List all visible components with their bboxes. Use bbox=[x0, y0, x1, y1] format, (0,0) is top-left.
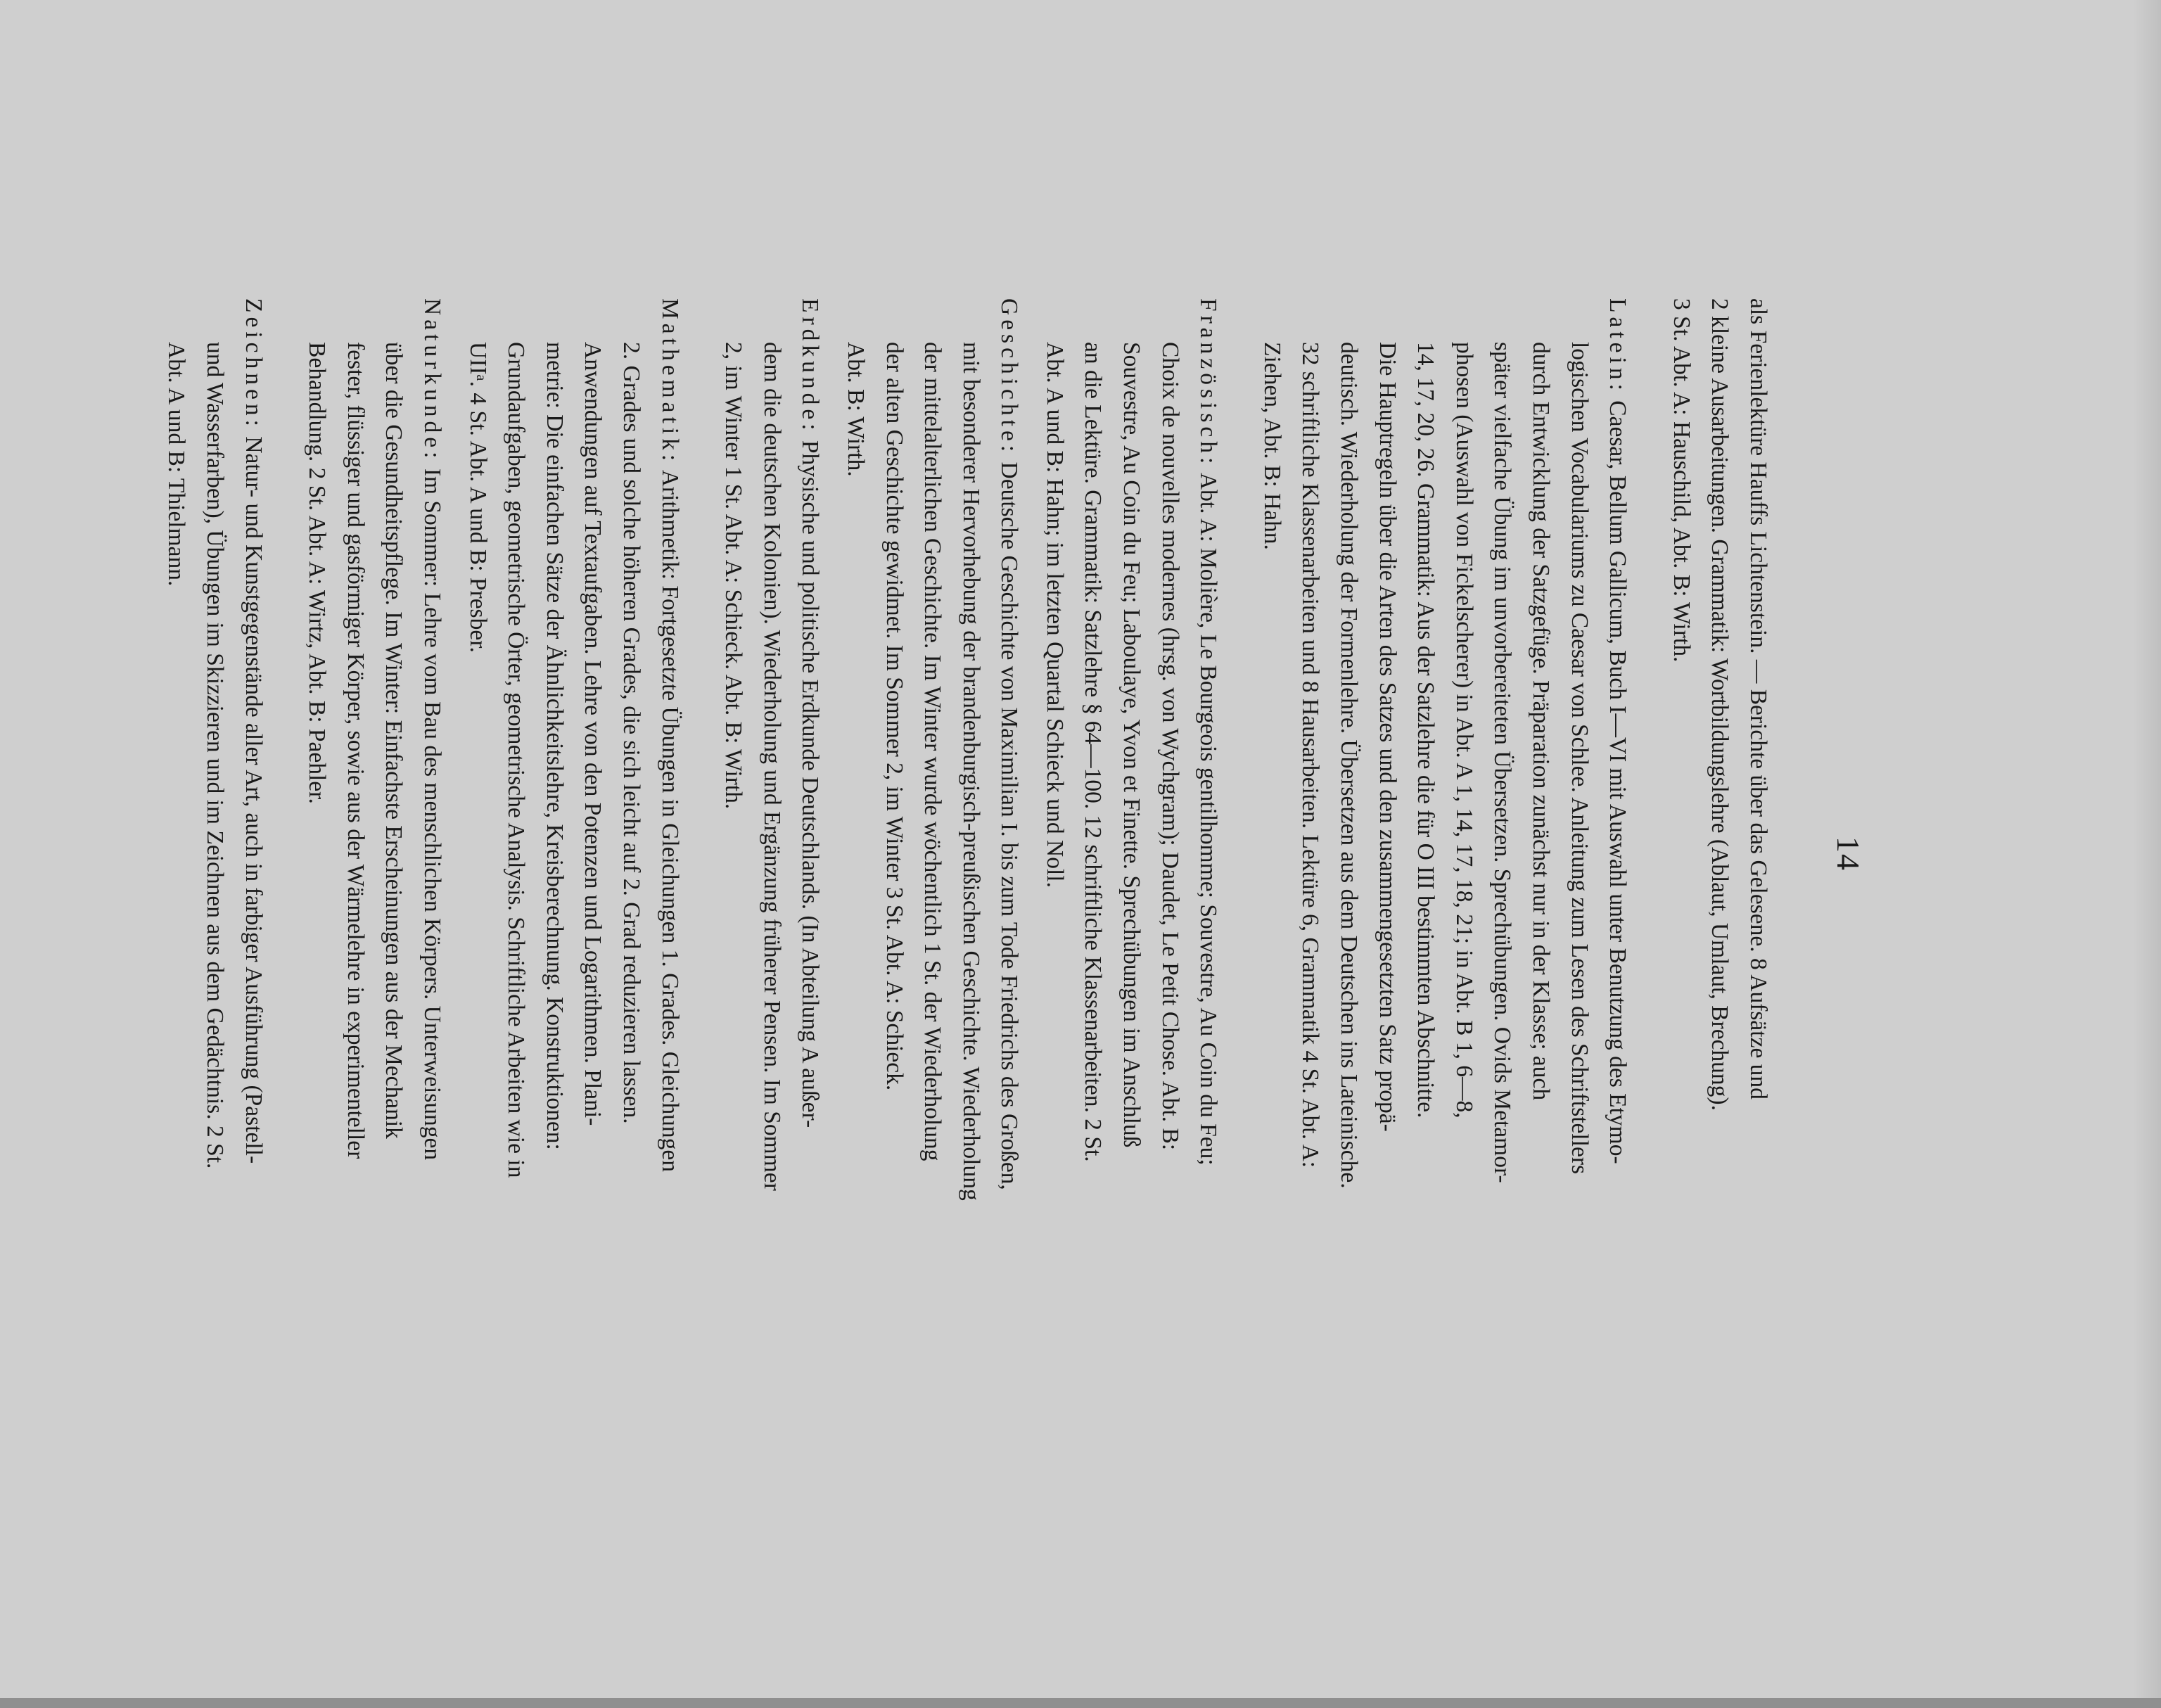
page-number: 14 bbox=[1830, 836, 1866, 872]
text-line: deutisch. Wiederholung der Formenlehre. Übersetzen aus dem Deutschen ins Lateinische. bbox=[1336, 342, 1363, 1189]
text-line: an die Lektüre. Grammatik: Satzlehre § 64—100. 12 schriftliche Klassenarbeiten. 2 St. bbox=[1080, 342, 1107, 1162]
text-line: Grundaufgaben, geometrische Örter, geometrische Analysis. Schriftliche Arbeiten wie in bbox=[503, 342, 530, 1178]
paragraph-geschichte bbox=[836, 298, 1028, 1417]
subject-heading: Naturkunde: bbox=[419, 298, 445, 463]
text-line: als Ferienlektüre Hauffs Lichtenstein. — Berichte über das Gelesene. 8 Aufsätze und bbox=[1745, 298, 1771, 1100]
text-line: über die Gesundheitspflege. Im Winter: Einfachste Erscheinungen aus der Mechanik bbox=[381, 342, 407, 1139]
text-line: der alten Geschichte gewidmet. Im Sommer 2, im Winter 3 St. Abt. A: Schieck. bbox=[881, 342, 907, 1091]
text-line: mit besonderer Hervorhebung der brandenburgisch-preußischen Geschichte. Wiederholung bbox=[957, 342, 984, 1201]
paragraph-latein bbox=[1252, 298, 1636, 1417]
subject-heading: Mathematik: bbox=[656, 298, 683, 466]
text-line: 2. Grades und solche höheren Grades, die sich leicht auf 2. Grad reduzieren lassen. bbox=[618, 342, 644, 1124]
text-line: Choix de nouvelles modernes (hrsg. von Wychgram); Daudet, Le Petit Chose. Abt. B: bbox=[1156, 342, 1183, 1151]
paragraph-intro bbox=[1662, 298, 1777, 1417]
subject-heading: Geschichte: bbox=[996, 298, 1023, 457]
scan-bottom-edge bbox=[0, 1698, 2161, 1708]
text-line: Arithmetik: Fortgesetzte Übungen in Gleichungen 1. Grades. Gleichungen bbox=[656, 469, 683, 1172]
text-line: 3 St. Abt. A: Hauschild, Abt. B: Wirth. bbox=[1668, 298, 1695, 663]
text-line: dem die deutschen Kolonien). Wiederholung und Ergänzung früherer Pensen. Im Sommer bbox=[758, 342, 785, 1191]
text-line: Die Hauptregeln über die Arten des Satzes und den zusammengesetzten Satz propä- bbox=[1374, 342, 1401, 1132]
text-line bbox=[1189, 298, 1228, 1417]
text-line: Abt. A: Molière, Le Bourgeois gentilhomme; Souvestre, Au Coin du Feu; bbox=[1195, 472, 1222, 1166]
paragraph-zeichnen bbox=[157, 298, 272, 1417]
subject-heading: Französisch: bbox=[1195, 298, 1222, 469]
text-line bbox=[234, 298, 272, 1417]
document-page bbox=[124, 38, 2037, 1670]
text-line bbox=[1598, 298, 1637, 1417]
text-line: UIIᵃ. 4 St. Abt. A und B: Presber. bbox=[464, 342, 491, 653]
text-line: 2, im Winter 1 St. Abt. A: Schieck. Abt. B: Wirth. bbox=[720, 342, 747, 810]
paragraph-mathematik bbox=[458, 298, 689, 1417]
text-line: fester, flüssiger und gasförmiger Körper, sowie aus der Wärmelehre in experimenteller bbox=[342, 342, 369, 1159]
text-line: und Wasserfarben), Übungen im Skizzieren und im Zeichnen aus dem Gedächtnis. 2 St. bbox=[202, 342, 229, 1169]
paragraph-naturkunde bbox=[298, 298, 451, 1417]
text-line bbox=[791, 298, 829, 1417]
text-line: metrie: Die einfachen Sätze der Ähnlichkeitslehre, Kreisberechnung. Konstruktionen: bbox=[541, 342, 568, 1150]
page-edge-shadow bbox=[2133, 0, 2161, 1708]
text-line bbox=[412, 298, 451, 1417]
text-line: Im Sommer: Lehre vom Bau des menschlichen Körpers. Unterweisungen bbox=[419, 468, 445, 1161]
text-line bbox=[990, 298, 1028, 1417]
text-line: Natur- und Kunstgegenstände aller Art, auch in farbiger Ausführung (Pastell- bbox=[240, 436, 267, 1164]
paragraph-erdkunde bbox=[714, 298, 829, 1417]
text-line: Abt. A und B: Thielmann. bbox=[163, 342, 190, 587]
paragraph-franzoesisch bbox=[1035, 298, 1227, 1417]
text-line: Souvestre, Au Coin du Feu; Laboulaye, Yvon et Finette. Sprechübungen im Anschluß bbox=[1118, 342, 1145, 1148]
text-line: Behandlung. 2 St. Abt. A: Wirtz, Abt. B: Paehler. bbox=[304, 342, 331, 804]
page-body bbox=[157, 298, 1777, 1417]
text-line: durch Entwicklung der Satzgefüge. Präparation zunächst nur in der Klasse; auch bbox=[1528, 342, 1555, 1101]
text-line: Abt. A und B: Hahn; im letzten Quartal Schieck und Noll. bbox=[1041, 342, 1068, 888]
text-line: Deutsche Geschichte von Maximilian I. bis zum Tode Friedrichs des Großen, bbox=[996, 461, 1023, 1190]
text-line: 14, 17, 20, 26. Grammatik: Aus der Satzlehre die für O III bestimmten Abschnitte. bbox=[1413, 342, 1439, 1119]
text-line: Ziehen, Abt. B: Hahn. bbox=[1258, 342, 1285, 550]
text-line: Abt. B: Wirth. bbox=[842, 342, 869, 477]
subject-heading: Zeichnen: bbox=[240, 298, 267, 431]
text-line: 2 kleine Ausarbeitungen. Grammatik: Wortbildungslehre (Ablaut, Umlaut, Brechung). bbox=[1707, 298, 1733, 1111]
text-line: der mittelalterlichen Geschichte. Im Winter wurde wöchentlich 1 St. der Wiederholung bbox=[919, 342, 946, 1161]
text-line: phosen (Auswahl von Fickelscherer) in Abt. A 1, 14, 17, 18, 21; in Abt. B 1, 6—8, bbox=[1451, 342, 1477, 1119]
text-line: 32 schriftliche Klassenarbeiten und 8 Hausarbeiten. Lektüre 6, Grammatik 4 St. Abt. A: bbox=[1297, 342, 1324, 1168]
subject-heading: Latein: bbox=[1605, 298, 1631, 395]
text-line bbox=[650, 298, 689, 1417]
text-line: später vielfache Übung im unvorbereiteten Übersetzen. Sprechübungen. Ovids Metamor- bbox=[1489, 342, 1516, 1183]
text-line: Caesar, Bellum Gallicum, Buch I—VI mit Auswahl unter Benutzung des Etymo- bbox=[1605, 400, 1631, 1164]
text-line: Physische und politische Erdkunde Deutschlands. (In Abteilung A außer- bbox=[797, 440, 824, 1128]
text-line: Anwendungen auf Textaufgaben. Lehre von den Potenzen und Logarithmen. Plani- bbox=[580, 342, 606, 1126]
text-line: logischen Vocabulariums zu Caesar von Schlee. Anleitung zum Lesen des Schriftstellers bbox=[1566, 342, 1593, 1175]
subject-heading: Erdkunde: bbox=[797, 298, 824, 435]
